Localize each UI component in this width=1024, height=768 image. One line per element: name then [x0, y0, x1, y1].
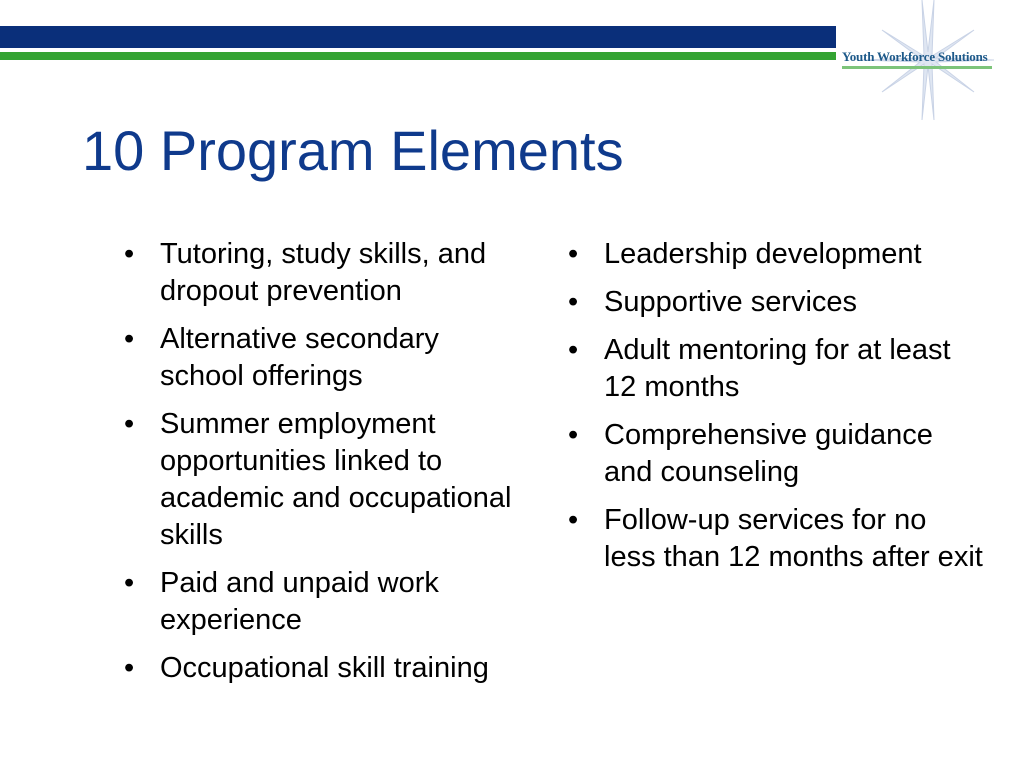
- bullet-text: Alternative secondary school offerings: [160, 323, 439, 392]
- bullet-item: [564, 502, 984, 576]
- bullet-item: [564, 332, 984, 406]
- logo-underline: [842, 66, 992, 69]
- bullet-icon: •: [124, 408, 135, 440]
- bullet-text: Paid and unpaid work experience: [160, 567, 439, 636]
- bullet-icon: •: [124, 323, 135, 355]
- bullet-icon: •: [568, 504, 579, 536]
- bullet-text: Leadership development: [604, 238, 922, 270]
- header-band-green: [0, 52, 836, 60]
- bullet-icon: •: [124, 567, 135, 599]
- bullet-text: Follow-up services for no less than 12 months after exit: [604, 504, 983, 573]
- logo-text: Youth Workforce Solutions: [842, 49, 988, 64]
- bullet-text: Occupational skill training: [160, 652, 489, 684]
- bullet-icon: •: [568, 238, 579, 270]
- bullet-item: [120, 650, 520, 687]
- right-bullet-list: [564, 236, 984, 587]
- bullet-text: Adult mentoring for at least 12 months: [604, 334, 951, 403]
- bullet-item: [120, 565, 520, 639]
- bullet-item: [564, 284, 984, 321]
- bullet-item: [564, 417, 984, 491]
- bullet-item: [120, 406, 520, 554]
- header-band-blue: [0, 26, 836, 48]
- bullet-text: Supportive services: [604, 286, 858, 318]
- bullet-item: [564, 236, 984, 273]
- slide-title: 10 Program Elements: [82, 119, 624, 182]
- bullet-icon: •: [568, 334, 579, 366]
- logo: [836, 0, 1024, 120]
- bullet-icon: •: [568, 286, 579, 318]
- bullet-item: [120, 321, 520, 395]
- bullet-text: Tutoring, study skills, and dropout prevention: [160, 238, 487, 307]
- bullet-icon: •: [124, 652, 135, 684]
- bullet-text: Comprehensive guidance and counseling: [604, 419, 933, 488]
- bullet-text: Summer employment opportunities linked to academic and occupational skills: [160, 408, 512, 551]
- bullet-item: [120, 236, 520, 310]
- left-bullet-list: [120, 236, 520, 698]
- bullet-icon: •: [124, 238, 135, 270]
- bullet-icon: •: [568, 419, 579, 451]
